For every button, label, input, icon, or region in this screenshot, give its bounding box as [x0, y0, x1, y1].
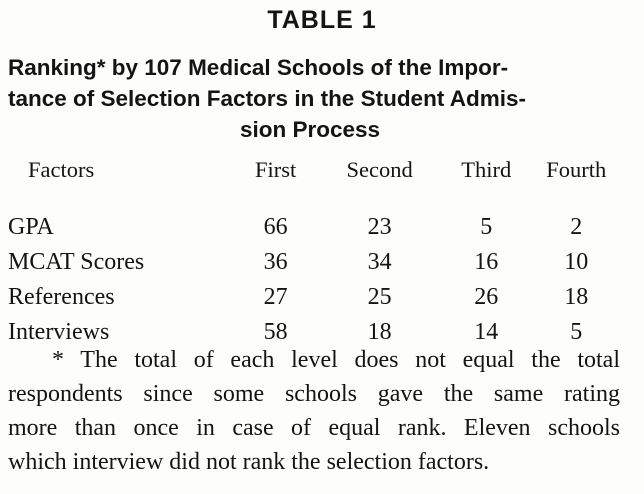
third-cell: 14: [474, 319, 499, 345]
factor-cell: References: [8, 284, 115, 310]
factor-cell: Interviews: [8, 319, 110, 345]
caption-line: tance of Selection Factors in the Student Admis-: [8, 86, 526, 111]
caption-line: sion Process: [239, 117, 381, 142]
second-cell: 25: [367, 284, 392, 310]
column-header-second: Second: [346, 157, 413, 182]
third-cell: 16: [474, 249, 499, 275]
third-cell: 5: [480, 214, 493, 240]
first-cell: 58: [263, 319, 288, 345]
column-header-fourth: Fourth: [546, 157, 607, 182]
table-caption: [8, 52, 612, 145]
table-row: [8, 198, 618, 245]
caption-line: Ranking* by 107 Medical Schools of the Impor-: [8, 55, 509, 80]
factor-cell: GPA: [8, 214, 54, 240]
factor-cell: MCAT Scores: [8, 249, 145, 275]
ranking-table: [8, 150, 618, 350]
footnote-line: which interview did not rank the selection factors.: [8, 449, 490, 475]
fourth-cell: 18: [564, 284, 589, 310]
footnote-line: more than once in case of equal rank. Eleven schools: [8, 415, 620, 441]
table-header-row: [8, 150, 618, 198]
second-cell: 23: [367, 214, 392, 240]
fourth-cell: 10: [564, 249, 589, 275]
table-row: [8, 280, 618, 315]
first-cell: 66: [263, 214, 288, 240]
column-header-first: First: [255, 157, 297, 182]
second-cell: 34: [367, 249, 392, 275]
column-header-third: Third: [461, 157, 512, 182]
table-row: [8, 245, 618, 280]
first-cell: 27: [263, 284, 288, 310]
third-cell: 26: [474, 284, 499, 310]
fourth-cell: 2: [570, 214, 583, 240]
footnote-line: respondents since some schools gave the same rating: [8, 381, 620, 407]
footnote-line: * The total of each level does not equal the total: [52, 347, 620, 373]
column-header-factors: Factors: [28, 157, 95, 182]
fourth-cell: 5: [570, 319, 583, 345]
first-cell: 36: [263, 249, 288, 275]
second-cell: 18: [367, 319, 392, 345]
table-footnote: [8, 343, 620, 479]
table-label: TABLE 1: [267, 6, 377, 34]
